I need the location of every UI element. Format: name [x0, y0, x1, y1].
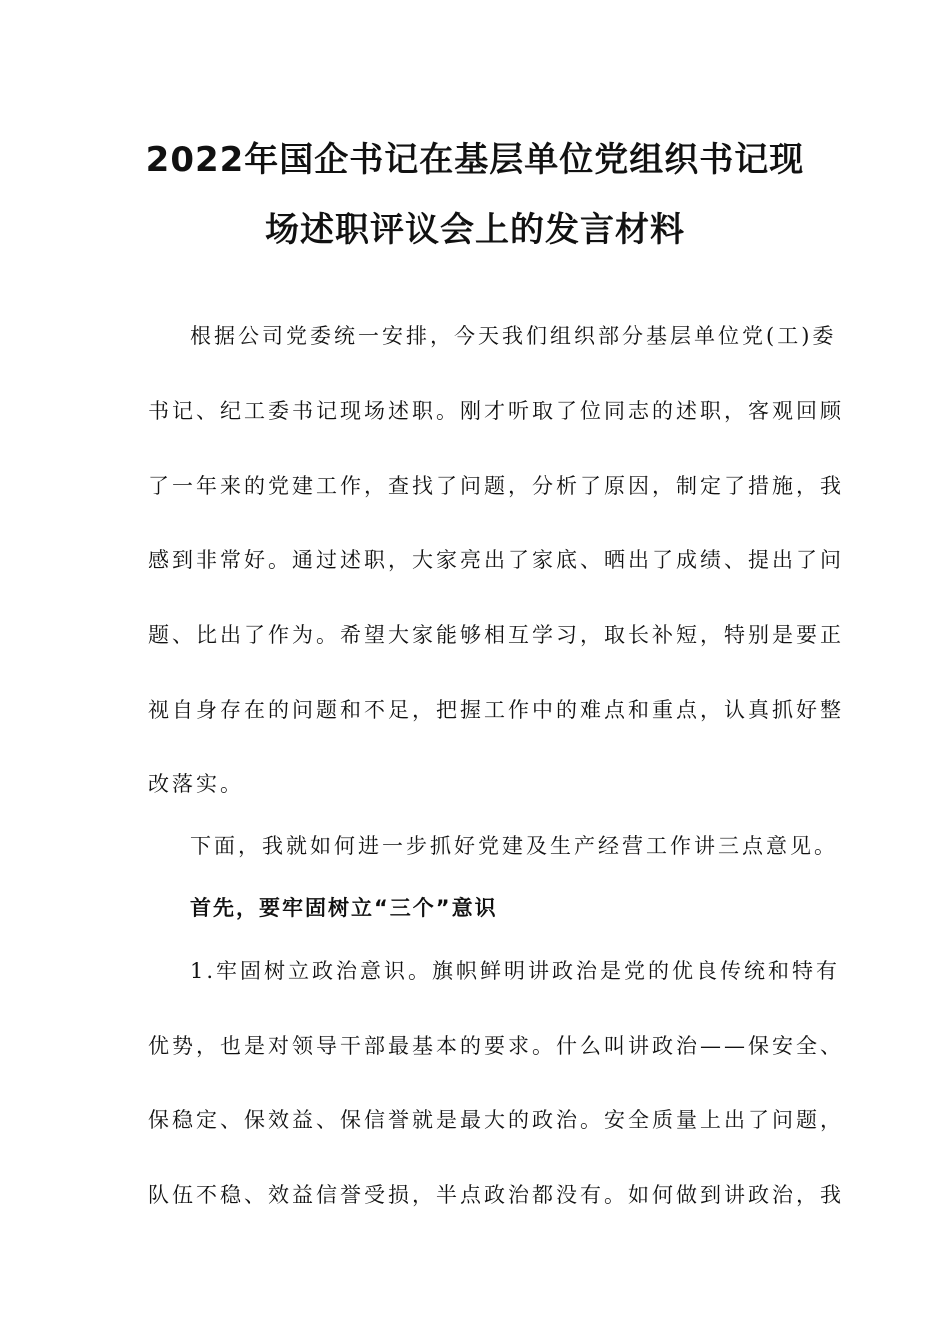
paragraph-1-line-7: 改落实。: [148, 772, 244, 796]
paragraph-1-line-2: 书记、纪工委书记现场述职。刚才听取了位同志的述职，客观回顾: [148, 399, 844, 423]
section-heading: 首先，要牢固树立“三个”意识: [190, 896, 498, 920]
paragraph-1-line-4: 感到非常好。通过述职，大家亮出了家底、晒出了成绩、提出了问: [148, 548, 844, 572]
document-title-line-2: 场述职评议会上的发言材料: [265, 210, 685, 250]
paragraph-3-line-4: 队伍不稳、效益信誉受损，半点政治都没有。如何做到讲政治，我: [148, 1183, 844, 1207]
paragraph-3-line-1: 1.牢固树立政治意识。旗帜鲜明讲政治是党的优良传统和特有: [190, 959, 841, 983]
paragraph-1-line-1: 根据公司党委统一安排，今天我们组织部分基层单位党(工)委: [190, 324, 837, 348]
paragraph-1-line-6: 视自身存在的问题和不足，把握工作中的难点和重点，认真抓好整: [148, 698, 844, 722]
paragraph-3-line-2: 优势，也是对领导干部最基本的要求。什么叫讲政治——保安全、: [148, 1034, 844, 1058]
paragraph-1-line-5: 题、比出了作为。希望大家能够相互学习，取长补短，特别是要正: [148, 623, 844, 647]
paragraph-3-line-3: 保稳定、保效益、保信誉就是最大的政治。安全质量上出了问题，: [148, 1108, 844, 1132]
paragraph-1-line-3: 了一年来的党建工作，查找了问题，分析了原因，制定了措施，我: [148, 474, 844, 498]
document-title-line-1: 2022年国企书记在基层单位党组织书记现: [145, 140, 805, 180]
paragraph-2: 下面，我就如何进一步抓好党建及生产经营工作讲三点意见。: [190, 834, 838, 858]
